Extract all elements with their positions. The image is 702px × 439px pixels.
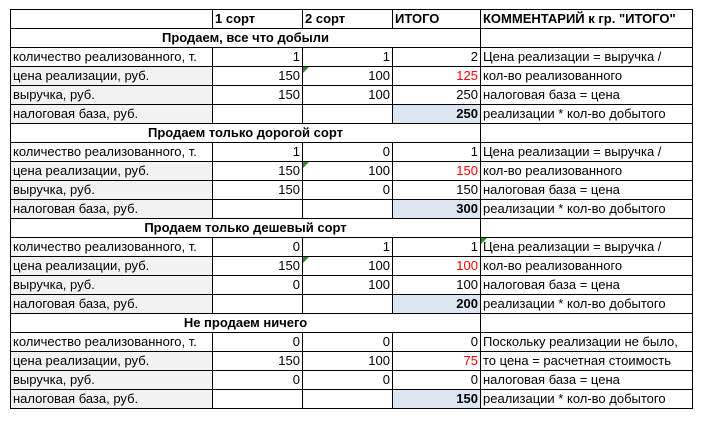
header-grade2-cell[interactable]: 2 сорт xyxy=(303,10,393,29)
cell-price-grade2[interactable]: 100 xyxy=(303,162,393,181)
comment-cell[interactable]: налоговая база = цена xyxy=(481,86,693,105)
spreadsheet-table xyxy=(10,9,693,409)
header-comment-cell[interactable]: КОММЕНТАРИЙ к гр. "ИТОГО" xyxy=(481,10,693,29)
cell-revenue-grade2[interactable]: 100 xyxy=(303,276,393,295)
cell-qty-total[interactable]: 1 xyxy=(393,238,481,257)
cell-base-grade2[interactable] xyxy=(303,295,393,314)
cell-base-total[interactable]: 300 xyxy=(393,200,481,219)
row-label-base[interactable]: налоговая база, руб. xyxy=(11,105,213,124)
section-title-row xyxy=(11,29,693,48)
cell-base-grade1[interactable] xyxy=(213,295,303,314)
row-label-qty[interactable]: количество реализованного, т. xyxy=(11,238,213,257)
cell-base-total[interactable]: 150 xyxy=(393,390,481,409)
cell-base-grade2[interactable] xyxy=(303,390,393,409)
comment-cell[interactable]: Цена реализации = выручка / xyxy=(481,143,693,162)
comment-cell[interactable]: налоговая база = цена xyxy=(481,371,693,390)
data-row-price xyxy=(11,257,693,276)
data-row-revenue xyxy=(11,276,693,295)
cell-price-grade2[interactable]: 100 xyxy=(303,352,393,371)
cell-qty-grade1[interactable]: 0 xyxy=(213,238,303,257)
cell-qty-grade2[interactable]: 1 xyxy=(303,238,393,257)
cell-qty-total[interactable]: 0 xyxy=(393,333,481,352)
comment-cell[interactable]: реализации * кол-во добытого xyxy=(481,105,693,124)
row-label-price[interactable]: цена реализации, руб. xyxy=(11,162,213,181)
row-label-price[interactable]: цена реализации, руб. xyxy=(11,257,213,276)
cell-price-grade1[interactable]: 150 xyxy=(213,257,303,276)
cell-price-grade2[interactable]: 100 xyxy=(303,257,393,276)
cell-revenue-grade1[interactable]: 150 xyxy=(213,86,303,105)
cell-price-total[interactable]: 100 xyxy=(393,257,481,276)
data-row-qty xyxy=(11,48,693,67)
comment-cell[interactable]: налоговая база = цена xyxy=(481,276,693,295)
section-title-row xyxy=(11,219,693,238)
section-title-row xyxy=(11,314,693,333)
row-label-revenue[interactable]: выручка, руб. xyxy=(11,371,213,390)
cell-revenue-total[interactable]: 150 xyxy=(393,181,481,200)
data-row-price xyxy=(11,352,693,371)
comment-cell[interactable]: Цена реализации = выручка / xyxy=(481,238,693,257)
row-label-base[interactable]: налоговая база, руб. xyxy=(11,390,213,409)
cell-price-grade1[interactable]: 150 xyxy=(213,162,303,181)
cell-revenue-grade2[interactable]: 100 xyxy=(303,86,393,105)
cell-price-grade1[interactable]: 150 xyxy=(213,352,303,371)
comment-cell[interactable]: реализации * кол-во добытого xyxy=(481,295,693,314)
cell-revenue-grade1[interactable]: 0 xyxy=(213,276,303,295)
cell-price-total[interactable]: 150 xyxy=(393,162,481,181)
comment-cell[interactable]: то цена = расчетная стоимость xyxy=(481,352,693,371)
cell-qty-grade1[interactable]: 1 xyxy=(213,143,303,162)
data-row-qty xyxy=(11,143,693,162)
cell-qty-grade2[interactable]: 0 xyxy=(303,143,393,162)
row-label-base[interactable]: налоговая база, руб. xyxy=(11,295,213,314)
cell-qty-total[interactable]: 1 xyxy=(393,143,481,162)
section-title[interactable]: Продаем только дешевый сорт xyxy=(11,219,481,238)
cell-price-grade1[interactable]: 150 xyxy=(213,67,303,86)
cell-qty-grade2[interactable]: 0 xyxy=(303,333,393,352)
comment-cell[interactable]: налоговая база = цена xyxy=(481,181,693,200)
cell-base-grade1[interactable] xyxy=(213,105,303,124)
header-corner-cell[interactable] xyxy=(11,10,213,29)
comment-cell[interactable]: реализации * кол-во добытого xyxy=(481,200,693,219)
cell-qty-grade1[interactable]: 0 xyxy=(213,333,303,352)
section-title-comment-cell[interactable] xyxy=(481,29,693,48)
cell-revenue-total[interactable]: 0 xyxy=(393,371,481,390)
row-label-price[interactable]: цена реализации, руб. xyxy=(11,67,213,86)
data-row-price xyxy=(11,162,693,181)
data-row-revenue xyxy=(11,181,693,200)
section-title-comment-cell[interactable] xyxy=(481,219,693,238)
row-label-qty[interactable]: количество реализованного, т. xyxy=(11,48,213,67)
data-row-revenue xyxy=(11,86,693,105)
data-row-qty xyxy=(11,238,693,257)
cell-qty-total[interactable]: 2 xyxy=(393,48,481,67)
section-title[interactable]: Продаем только дорогой сорт xyxy=(11,124,481,143)
section-title-comment-cell[interactable] xyxy=(481,124,693,143)
cell-revenue-grade1[interactable]: 150 xyxy=(213,181,303,200)
comment-cell[interactable]: Поскольку реализации не было, xyxy=(481,333,693,352)
cell-base-grade2[interactable] xyxy=(303,200,393,219)
row-label-base[interactable]: налоговая база, руб. xyxy=(11,200,213,219)
data-row-base xyxy=(11,295,693,314)
cell-revenue-grade2[interactable]: 0 xyxy=(303,181,393,200)
section-title[interactable]: Продаем, все что добыли xyxy=(11,29,481,48)
row-label-qty[interactable]: количество реализованного, т. xyxy=(11,333,213,352)
row-label-revenue[interactable]: выручка, руб. xyxy=(11,276,213,295)
comment-cell[interactable]: кол-во реализованного xyxy=(481,162,693,181)
data-row-base xyxy=(11,390,693,409)
cell-base-grade2[interactable] xyxy=(303,105,393,124)
comment-cell[interactable]: кол-во реализованного xyxy=(481,257,693,276)
cell-revenue-total[interactable]: 250 xyxy=(393,86,481,105)
cell-revenue-grade2[interactable]: 0 xyxy=(303,371,393,390)
cell-base-total[interactable]: 200 xyxy=(393,295,481,314)
row-label-qty[interactable]: количество реализованного, т. xyxy=(11,143,213,162)
cell-price-grade2[interactable]: 100 xyxy=(303,67,393,86)
data-row-base xyxy=(11,200,693,219)
data-row-base xyxy=(11,105,693,124)
cell-qty-grade2[interactable]: 1 xyxy=(303,48,393,67)
section-title-row xyxy=(11,124,693,143)
cell-price-total[interactable]: 125 xyxy=(393,67,481,86)
row-label-price[interactable]: цена реализации, руб. xyxy=(11,352,213,371)
comment-cell[interactable]: реализации * кол-во добытого xyxy=(481,390,693,409)
cell-price-total[interactable]: 75 xyxy=(393,352,481,371)
header-grade1-cell[interactable]: 1 сорт xyxy=(213,10,303,29)
cell-revenue-total[interactable]: 100 xyxy=(393,276,481,295)
data-row-qty xyxy=(11,333,693,352)
data-row-price xyxy=(11,67,693,86)
header-row xyxy=(11,10,693,29)
cell-base-grade1[interactable] xyxy=(213,200,303,219)
cell-qty-grade1[interactable]: 1 xyxy=(213,48,303,67)
section-title-comment-cell[interactable] xyxy=(481,314,693,333)
header-total-cell[interactable]: ИТОГО xyxy=(393,10,481,29)
row-label-revenue[interactable]: выручка, руб. xyxy=(11,181,213,200)
cell-base-total[interactable]: 250 xyxy=(393,105,481,124)
cell-base-grade1[interactable] xyxy=(213,390,303,409)
comment-cell[interactable]: Цена реализации = выручка / xyxy=(481,48,693,67)
cell-revenue-grade1[interactable]: 0 xyxy=(213,371,303,390)
row-label-revenue[interactable]: выручка, руб. xyxy=(11,86,213,105)
section-title[interactable]: Не продаем ничего xyxy=(11,314,481,333)
data-row-revenue xyxy=(11,371,693,390)
comment-cell[interactable]: кол-во реализованного xyxy=(481,67,693,86)
